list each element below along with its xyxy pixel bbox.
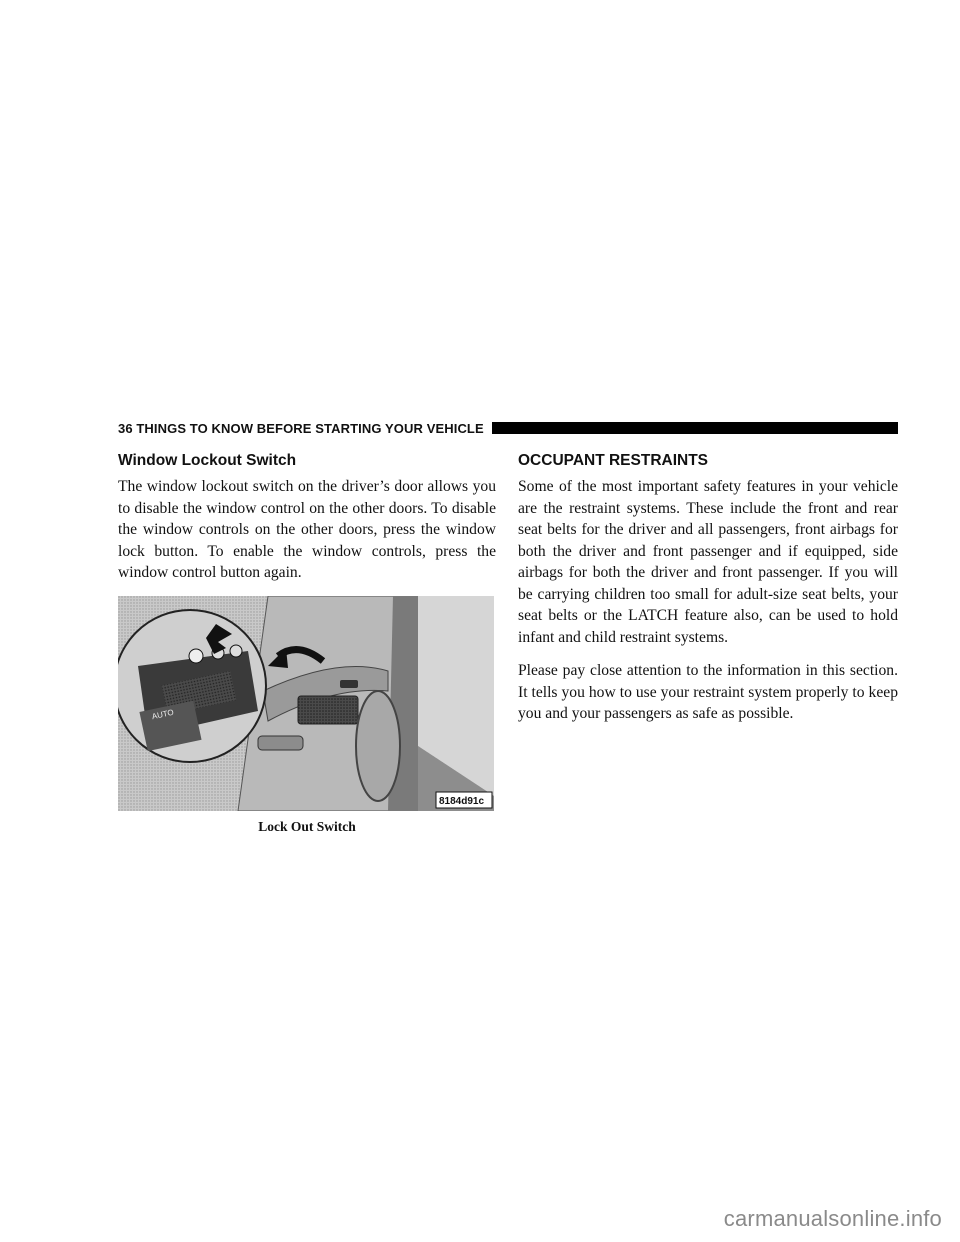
occupant-paragraph-1: Some of the most important safety features in your vehicle are the restraint systems. These include the front and rear seat belts for the driver and all passengers, front airbags for both the driver and front passenger and if equipped, side airbags for both the driver and front passenger. If you will be carrying children too small for adult-size seat belts, your seat belts or the LATCH feature also, can be used to hold infant and child restraint systems. bbox=[518, 478, 898, 646]
occupant-paragraph-2: Please pay close attention to the information in this section. It tells you how to use your restraint system properly to keep you and your passengers as safe as possible. bbox=[518, 662, 898, 722]
section-title-occupant-restraints: OCCUPANT RESTRAINTS bbox=[518, 452, 709, 469]
figure-caption: Lock Out Switch bbox=[258, 818, 356, 834]
window-lockout-paragraph: The window lockout switch on the driver’s door allows you to disable the window control on the other doors. To disable the window controls on the other doors, press the window lock button. To enable the window controls, press the window control button again. bbox=[118, 478, 496, 581]
image-code: 8184d91c bbox=[439, 795, 485, 807]
header-rule bbox=[492, 422, 898, 434]
auto-label: AUTO bbox=[151, 707, 175, 721]
lockout-switch-figure bbox=[118, 596, 494, 811]
page-header bbox=[118, 420, 898, 436]
door-panel-illustration bbox=[118, 596, 494, 811]
page-header-text: 36 THINGS TO KNOW BEFORE STARTING YOUR VEHICLE bbox=[118, 420, 484, 436]
section-title-window-lockout: Window Lockout Switch bbox=[118, 452, 297, 469]
left-column bbox=[118, 452, 496, 835]
site-watermark: carmanualsonline.info bbox=[723, 1206, 942, 1231]
right-column bbox=[518, 452, 898, 737]
